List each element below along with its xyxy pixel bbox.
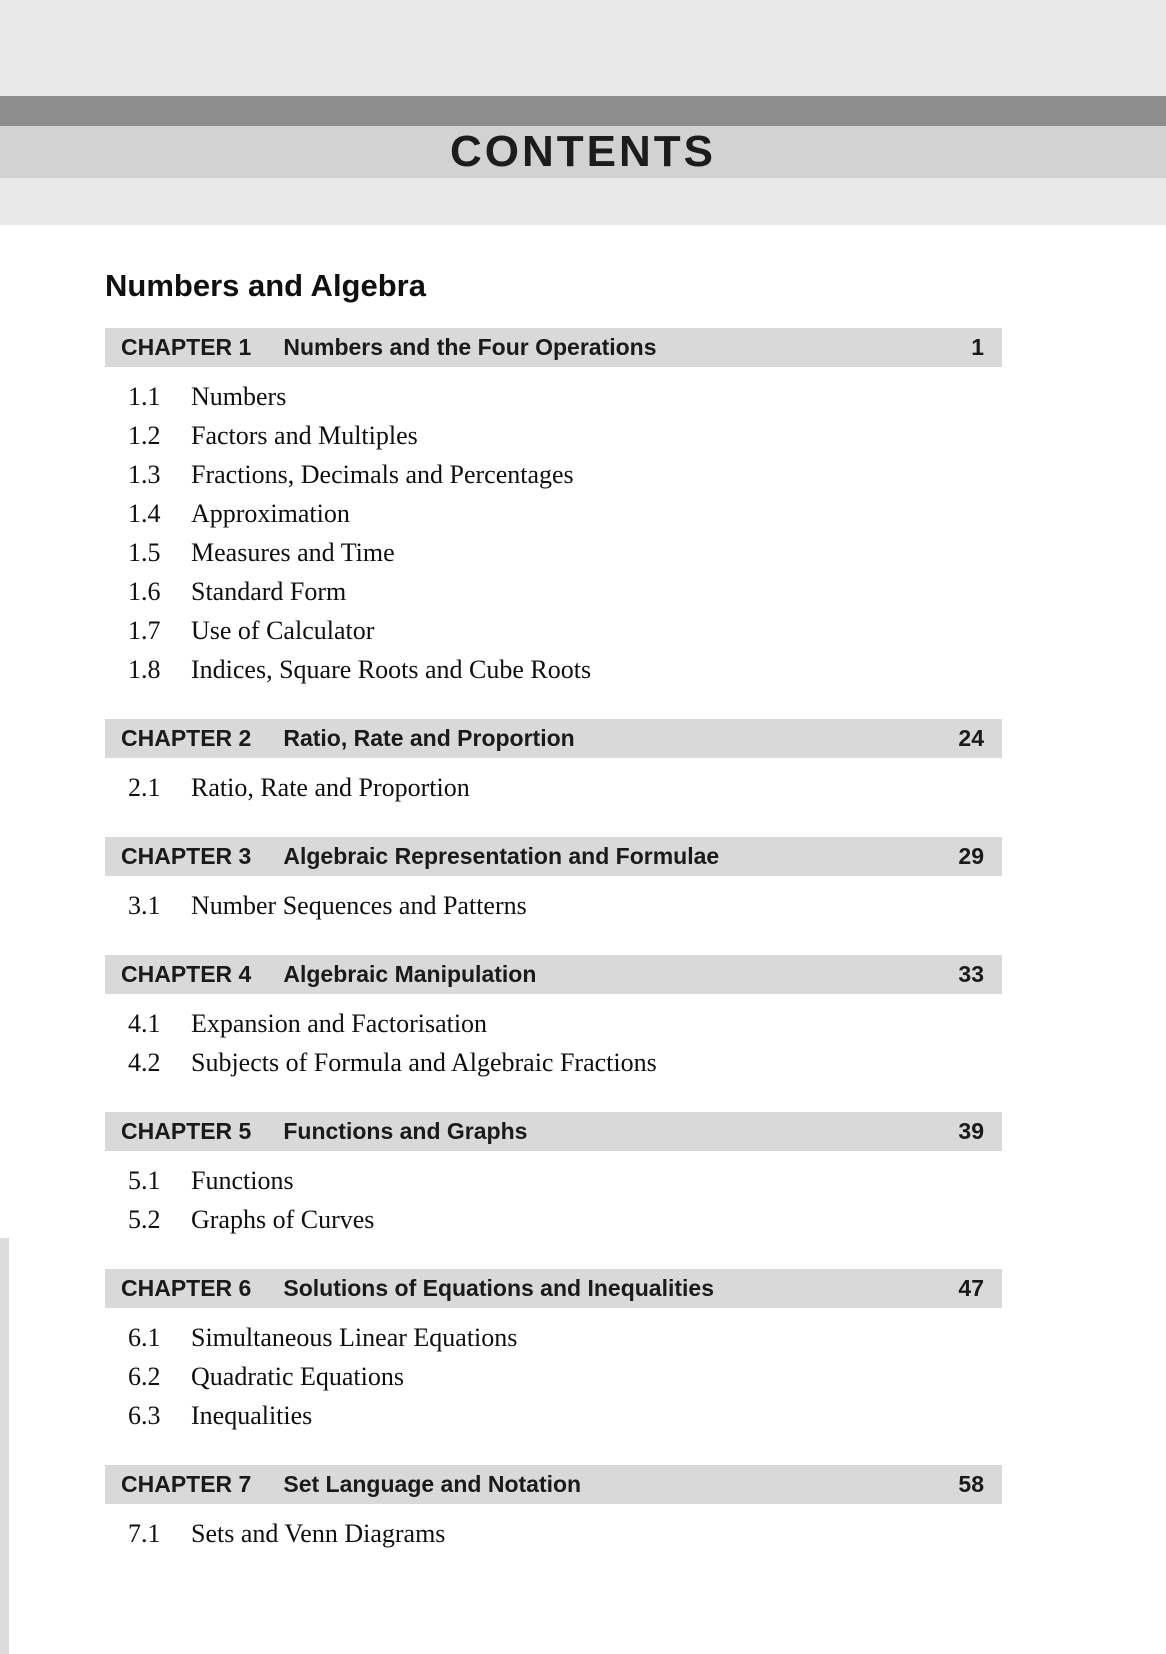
- chapter-page-number: 33: [958, 961, 984, 987]
- section-title: Inequalities: [191, 1401, 313, 1430]
- section-title: Standard Form: [191, 577, 347, 606]
- chapter-page-number: 24: [958, 725, 984, 751]
- toc-section-row: [105, 611, 1002, 650]
- chapter-label: CHAPTER 2: [121, 725, 252, 751]
- section-title: Factors and Multiples: [191, 421, 418, 450]
- section-number: 6.3: [128, 1401, 161, 1430]
- toc-section-row: [105, 1357, 1002, 1396]
- section-number: 4.1: [128, 1009, 161, 1038]
- toc-section-row: [105, 1318, 1002, 1357]
- header-dark-band: [0, 96, 1166, 126]
- section-title: Measures and Time: [191, 538, 395, 567]
- chapter-page-number: 1: [971, 334, 984, 360]
- section-number: 1.4: [128, 499, 161, 528]
- chapter-page-number: 29: [958, 843, 984, 869]
- toc-section-row: [105, 768, 1002, 807]
- section-number: 1.2: [128, 421, 161, 450]
- section-number: 1.6: [128, 577, 161, 606]
- toc-section-row: [105, 416, 1002, 455]
- strand-heading: Numbers and Algebra: [105, 268, 426, 303]
- chapter-page-number: 47: [958, 1275, 984, 1301]
- contents-title: CONTENTS: [450, 127, 716, 176]
- chapter-label: CHAPTER 3: [121, 843, 252, 869]
- section-title: Quadratic Equations: [191, 1362, 404, 1391]
- chapter-sections: [105, 1514, 1002, 1553]
- toc-section-row: [105, 886, 1002, 925]
- chapter-title: Functions and Graphs: [283, 1118, 528, 1144]
- chapter-header-bar: [105, 1465, 1002, 1504]
- chapter-title: Numbers and the Four Operations: [283, 334, 657, 360]
- section-title: Simultaneous Linear Equations: [191, 1323, 518, 1352]
- section-number: 2.1: [128, 773, 161, 802]
- section-title: Use of Calculator: [191, 616, 375, 645]
- section-title: Graphs of Curves: [191, 1205, 375, 1234]
- contents-title-band: [0, 126, 1166, 178]
- chapter-title: Ratio, Rate and Proportion: [283, 725, 575, 751]
- chapter-sections: [105, 886, 1002, 925]
- page-edge-strip: [0, 1238, 9, 1654]
- chapter-sections: [105, 377, 1002, 689]
- chapter-header-bar: [105, 1112, 1002, 1151]
- section-title: Number Sequences and Patterns: [191, 891, 527, 920]
- toc-section-row: [105, 650, 1002, 689]
- chapter-sections: [105, 1004, 1002, 1082]
- section-number: 1.1: [128, 382, 161, 411]
- chapter-label: CHAPTER 1: [121, 334, 252, 360]
- chapter-sections: [105, 768, 1002, 807]
- chapter-label: CHAPTER 7: [121, 1471, 252, 1497]
- chapter-label: CHAPTER 5: [121, 1118, 252, 1144]
- toc-section-row: [105, 1396, 1002, 1435]
- toc-chapter-7: [105, 1465, 1002, 1553]
- chapter-page-number: 39: [958, 1118, 984, 1144]
- section-number: 7.1: [128, 1519, 161, 1548]
- toc-chapter-3: [105, 837, 1002, 925]
- section-title: Sets and Venn Diagrams: [191, 1519, 446, 1548]
- section-title: Expansion and Factorisation: [191, 1009, 488, 1038]
- section-number: 1.7: [128, 616, 161, 645]
- section-number: 3.1: [128, 891, 161, 920]
- section-title: Subjects of Formula and Algebraic Fractions: [191, 1048, 657, 1077]
- chapter-header-bar: [105, 328, 1002, 367]
- section-title: Indices, Square Roots and Cube Roots: [191, 655, 592, 684]
- chapter-header-bar: [105, 719, 1002, 758]
- toc-content: [105, 268, 1002, 1553]
- toc-section-row: [105, 494, 1002, 533]
- toc-chapter-2: [105, 719, 1002, 807]
- toc-section-row: [105, 377, 1002, 416]
- chapter-title: Set Language and Notation: [283, 1471, 582, 1497]
- toc-section-row: [105, 533, 1002, 572]
- section-number: 6.1: [128, 1323, 161, 1352]
- section-title: Ratio, Rate and Proportion: [191, 773, 470, 802]
- section-number: 6.2: [128, 1362, 161, 1391]
- chapter-header-bar: [105, 837, 1002, 876]
- chapter-sections: [105, 1161, 1002, 1239]
- section-number: 5.2: [128, 1205, 161, 1234]
- chapter-sections: [105, 1318, 1002, 1435]
- toc-section-row: [105, 1514, 1002, 1553]
- section-title: Approximation: [191, 499, 350, 528]
- chapter-title: Algebraic Representation and Formulae: [283, 843, 720, 869]
- toc-section-row: [105, 572, 1002, 611]
- section-number: 5.1: [128, 1166, 161, 1195]
- chapter-title: Algebraic Manipulation: [283, 961, 537, 987]
- toc-section-row: [105, 1043, 1002, 1082]
- header-sub-band: [0, 178, 1166, 225]
- chapter-header-bar: [105, 955, 1002, 994]
- toc-section-row: [105, 455, 1002, 494]
- toc-chapter-4: [105, 955, 1002, 1082]
- chapter-label: CHAPTER 6: [121, 1275, 252, 1301]
- section-title: Numbers: [191, 382, 287, 411]
- section-number: 1.5: [128, 538, 161, 567]
- toc-section-row: [105, 1161, 1002, 1200]
- header-top-band: [0, 0, 1166, 96]
- chapter-title: Solutions of Equations and Inequalities: [283, 1275, 714, 1301]
- section-number: 4.2: [128, 1048, 161, 1077]
- section-title: Functions: [191, 1166, 294, 1195]
- chapter-label: CHAPTER 4: [121, 961, 252, 987]
- toc-chapter-1: [105, 328, 1002, 689]
- toc-chapter-6: [105, 1269, 1002, 1435]
- section-number: 1.8: [128, 655, 161, 684]
- chapter-header-bar: [105, 1269, 1002, 1308]
- section-title: Fractions, Decimals and Percentages: [191, 460, 574, 489]
- toc-section-row: [105, 1200, 1002, 1239]
- toc-chapter-5: [105, 1112, 1002, 1239]
- section-number: 1.3: [128, 460, 161, 489]
- chapter-page-number: 58: [958, 1471, 984, 1497]
- toc-section-row: [105, 1004, 1002, 1043]
